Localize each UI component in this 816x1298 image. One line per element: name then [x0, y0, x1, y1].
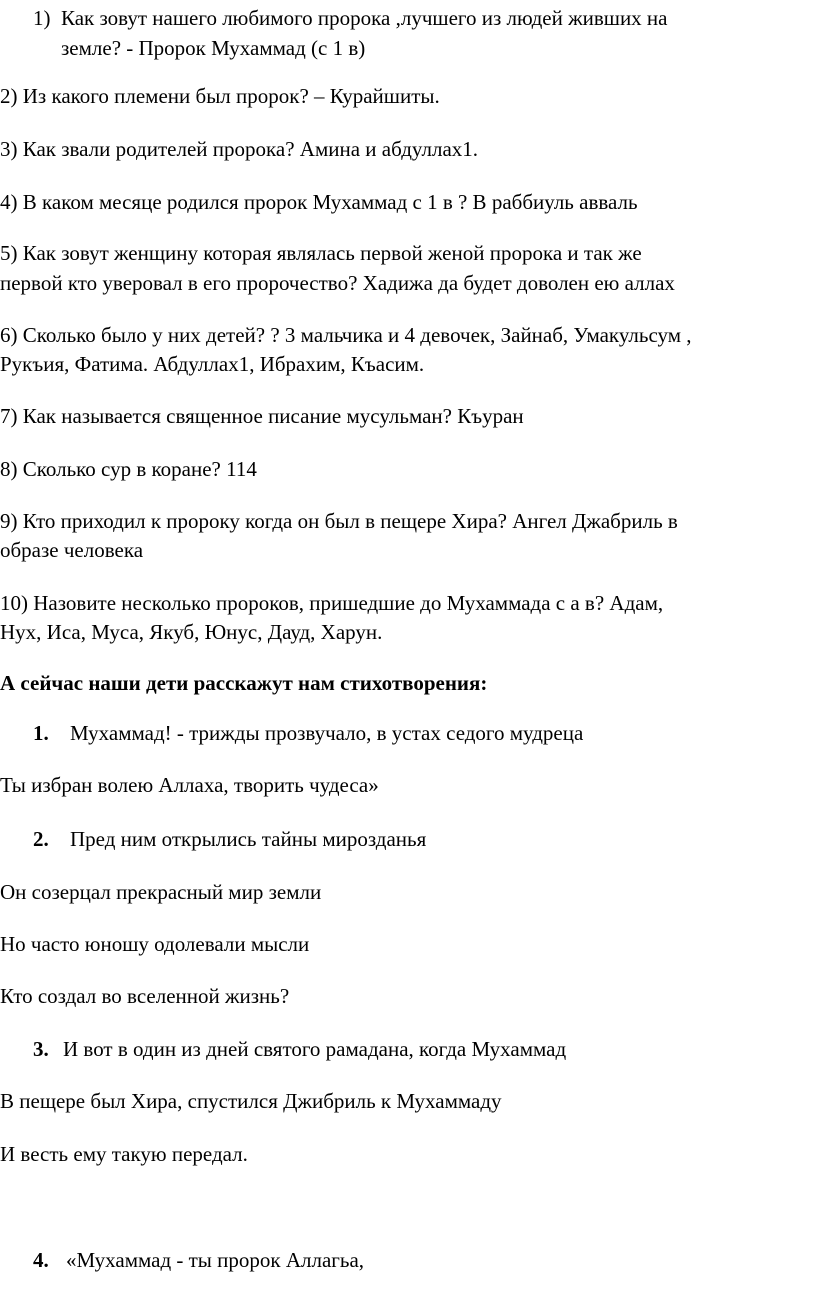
question-1-continuation: земле? - Пророк Мухаммад (с 1 в) [61, 36, 366, 60]
question-10-continuation: Нух, Иса, Муса, Якуб, Юнус, Дауд, Харун. [0, 620, 383, 644]
poem-3-line: И весть ему такую передал. [0, 1142, 248, 1166]
poem-first-line: «Мухаммад - ты пророк Аллагьа, [66, 1248, 365, 1272]
question-6-continuation: Рукъия, Фатима. Абдуллах1, Ибрахим, Къасим. [0, 352, 425, 376]
poem-4 [33, 1247, 364, 1273]
poem-1-line: Ты избран волею Аллаха, творить чудеса» [0, 773, 379, 797]
question-3: 3) Как звали родителей пророка? Амина и абдуллах1. [0, 137, 479, 161]
poem-2-line: Кто создал во вселенной жизнь? [0, 984, 290, 1008]
poem-1 [33, 720, 583, 746]
question-9: 9) Кто приходил к пророку когда он был в пещере Хира? Ангел Джабриль в [0, 509, 678, 533]
question-4: 4) В каком месяце родился пророк Мухаммад с 1 в ? В раббиуль авваль [0, 190, 638, 214]
poem-2 [33, 826, 426, 852]
question-8: 8) Сколько сур в коране? 114 [0, 457, 257, 481]
question-7: 7) Как называется священное писание мусульман? Къуран [0, 404, 524, 428]
poems-heading: А сейчас наши дети расскажут нам стихотворения: [0, 671, 488, 695]
question-6: 6) Сколько было у них детей? ? 3 мальчика и 4 девочек, Зайнаб, Умакульсум , [0, 323, 692, 347]
question-5: 5) Как зовут женщину которая являлась первой женой пророка и так же [0, 241, 642, 265]
poem-number: 1. [33, 721, 49, 745]
question-5-continuation: первой кто уверовал в его пророчество? Хадижа да будет доволен ею аллах [0, 271, 675, 295]
question-number: 1) [33, 6, 51, 30]
question-2: 2) Из какого племени был пророк? – Курайшиты. [0, 84, 440, 108]
poem-number: 2. [33, 827, 49, 851]
poem-number: 3. [33, 1037, 49, 1061]
poem-first-line: И вот в один из дней святого рамадана, когда Мухаммад [63, 1037, 567, 1061]
poem-3-line: В пещере был Хира, спустился Джибриль к Мухаммаду [0, 1089, 502, 1113]
question-10: 10) Назовите несколько пророков, пришедшие до Мухаммада с а в? Адам, [0, 591, 664, 615]
poem-2-line: Но часто юношу одолевали мысли [0, 932, 310, 956]
question-1 [33, 5, 668, 31]
poem-first-line: Пред ним открылись тайны мирозданья [70, 827, 427, 851]
poem-3 [33, 1036, 566, 1062]
question-9-continuation: образе человека [0, 538, 144, 562]
poem-first-line: Мухаммад! - трижды прозвучало, в устах седого мудреца [70, 721, 584, 745]
poem-number: 4. [33, 1248, 49, 1272]
poem-2-line: Он созерцал прекрасный мир земли [0, 880, 322, 904]
question-text: Как зовут нашего любимого пророка ,лучшего из людей живших на [61, 6, 668, 30]
